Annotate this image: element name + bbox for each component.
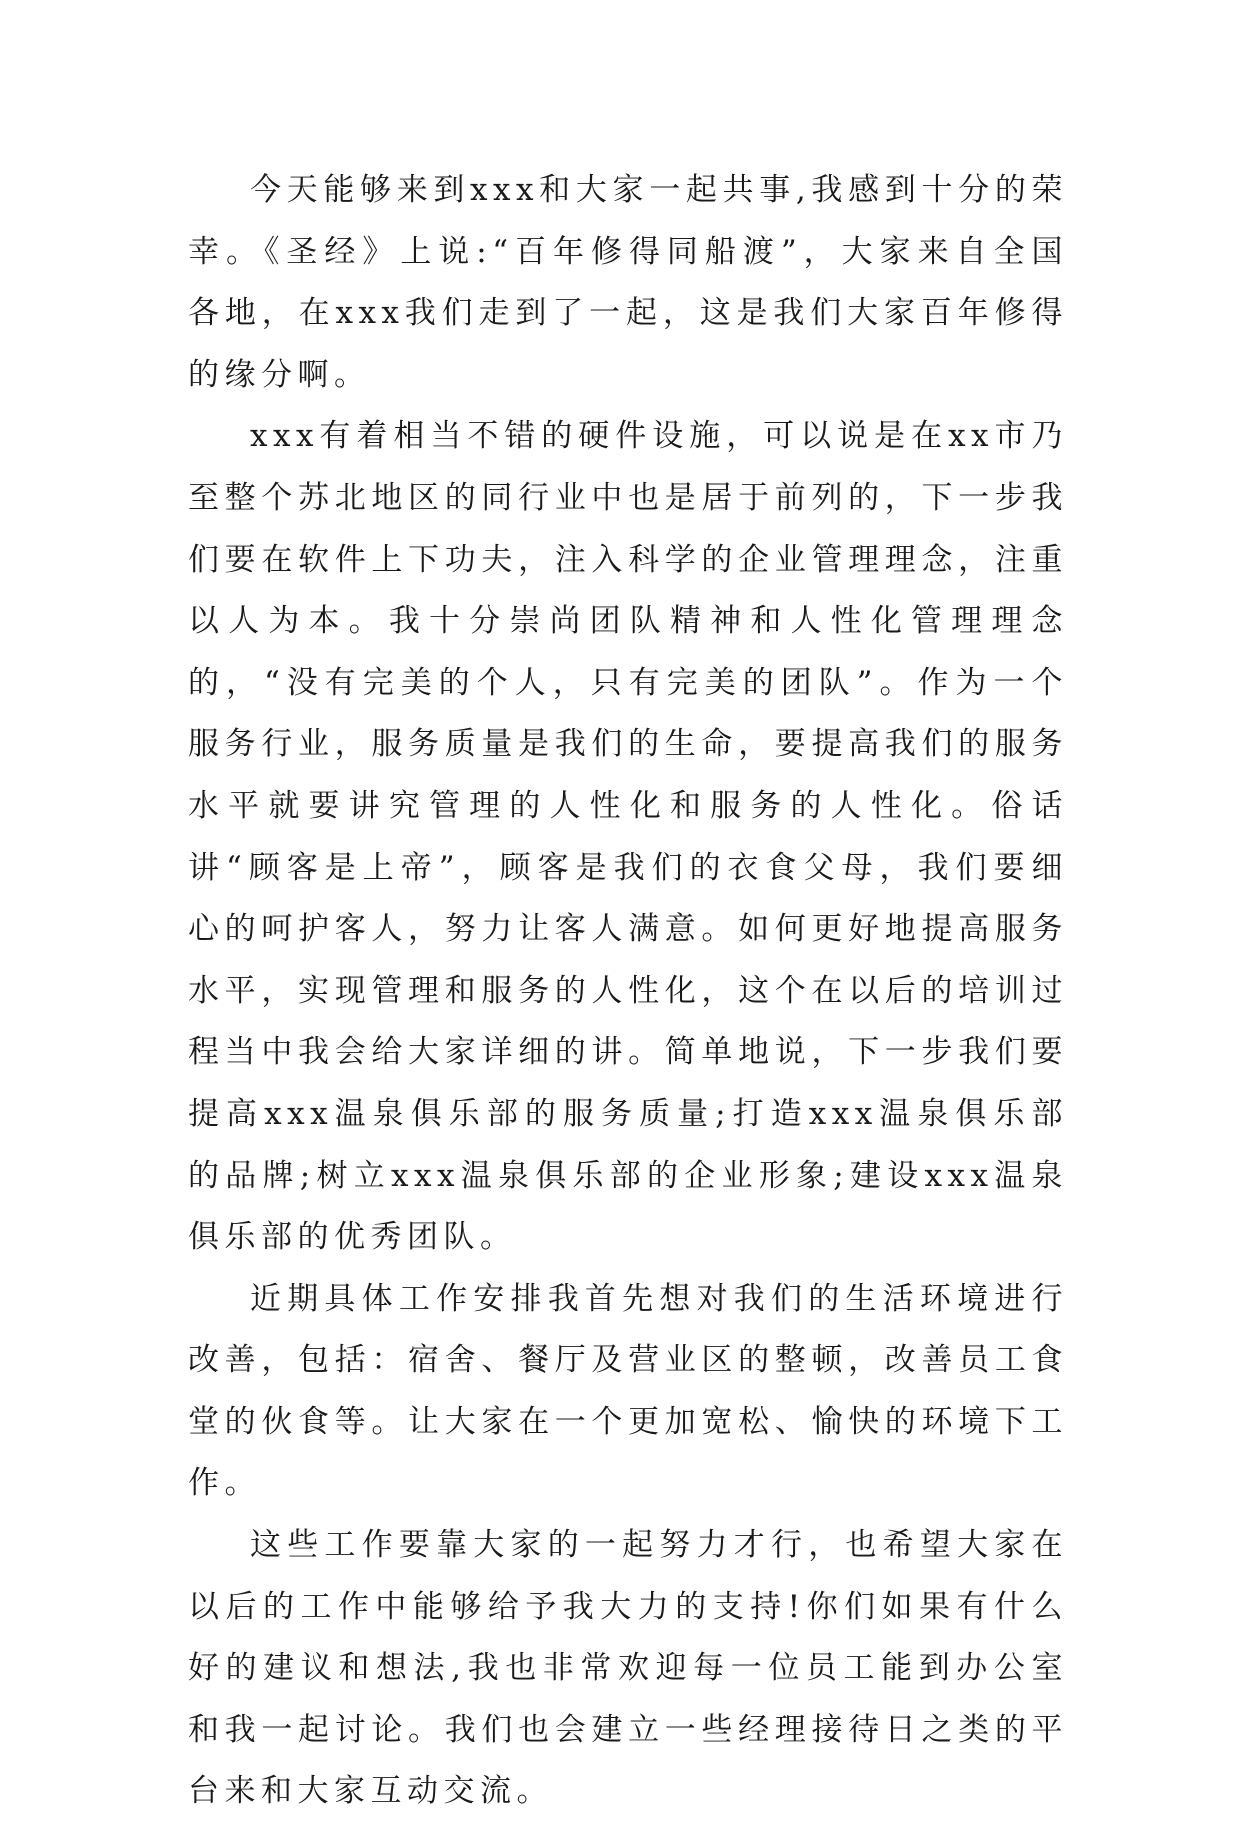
paragraph-closing: 这些工作要靠大家的一起努力才行，也希望大家在以后的工作中能够给予我大力的支持!你们如果有什么好的建议和想法,我也非常欢迎每一位员工能到办公室和我一起讨论。我们也会建立一些经理接待日之类的平台来和大家互动交流。: [188, 1527, 1068, 1810]
document-body: [188, 160, 1068, 1823]
paragraph-intro: 今天能够来到xxx和大家一起共事,我感到十分的荣幸。《圣经》上说:“百年修得同船渡”，大家来自全国各地，在xxx我们走到了一起，这是我们大家百年修得的缘分啊。: [188, 172, 1068, 393]
paragraph-work-plan: 近期具体工作安排我首先想对我们的生活环境进行改善，包括：宿舍、餐厅及营业区的整顿，改善员工食堂的伙食等。让大家在一个更加宽松、愉快的环境下工作。: [188, 1280, 1068, 1502]
paragraph-facilities: xxx有着相当不错的硬件设施，可以说是在xx市乃至整个苏北地区的同行业中也是居于前列的，下一步我们要在软件上下功夫，注入科学的企业管理理念，注重以人为本。我十分崇尚团队精神和人性化管理理念的，“没有完美的个人，只有完美的团队”。作为一个服务行业，服务质量是我们的生命，要提高我们的服务水平就要讲究管理的人性化和服务的人性化。俗话讲“顾客是上帝”，顾客是我们的衣食父母，我们要细心的呵护客人，努力让客人满意。如何更好地提高服务水平，实现管理和服务的人性化，这个在以后的培训过程当中我会给大家详细的讲。简单地说，下一步我们要提高xxx温泉俱乐部的服务质量;打造xxx温泉俱乐部的品牌;树立xxx温泉俱乐部的企业形象;建设xxx温泉俱乐部的优秀团队。: [188, 418, 1068, 1256]
